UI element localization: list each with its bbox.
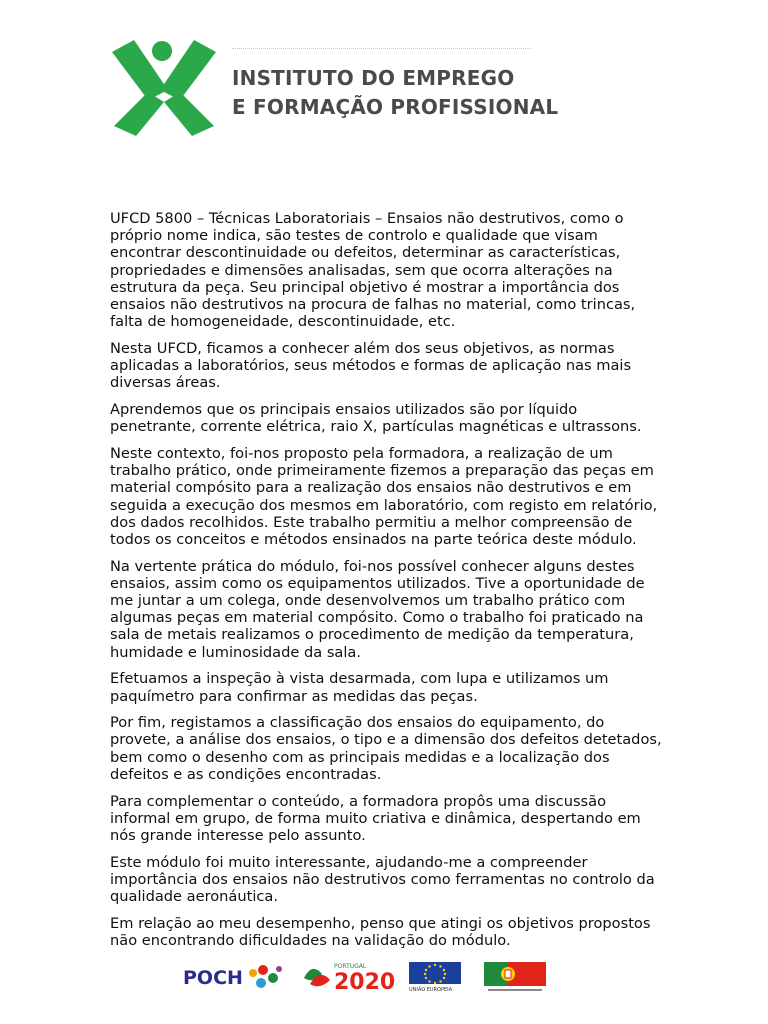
institution-name-line1: INSTITUTO DO EMPREGO <box>232 66 515 90</box>
paragraph: UFCD 5800 – Técnicas Laboratoriais – Ensaios não destrutivos, como o próprio nome indica, são testes de controlo e qualidade que visam encontrar descontinuidade ou defeitos, determinar as características, propriedades e dimensões analisadas, sem que ocorra alterações na estrutura da peça. Seu principal objetivo é mostrar a importância dos ensaios não destrutivos na procura de falhas no material, como trincas, falta de homogeneidade, descontinuidade, etc. <box>110 210 636 331</box>
portugal-government-logo-icon <box>484 960 546 994</box>
institution-name <box>232 64 558 122</box>
poch-logo-icon <box>183 960 287 992</box>
portugal-2020-logo-icon <box>300 958 398 992</box>
iefp-logo-icon <box>108 38 220 138</box>
paragraph: Este módulo foi muito interessante, ajudando-me a compreender importância dos ensaios não destrutivos como ferramentas no controlo da qualidade aeronáutica. <box>110 853 655 906</box>
paragraph: Em relação ao meu desempenho, penso que atingi os objetivos propostos não encontrando dificuldades na validação do módulo. <box>110 914 651 950</box>
logo-tagline-dots <box>232 48 532 55</box>
paragraph: Efetuamos a inspeção à vista desarmada, com lupa e utilizamos um paquímetro para confirmar as medidas das peças. <box>110 670 609 705</box>
funding-logos-footer <box>0 956 768 996</box>
paragraph: Neste contexto, foi-nos proposto pela formadora, a realização de um trabalho prático, onde primeiramente fizemos a preparação das peças em material compósito para a realização dos ensaios não destrutivos e em seguida a execução dos mesmos em laboratório, com registo em relatório, dos dados recolhidos. Este trabalho permitiu a melhor compreensão de todos os conceitos e métodos ensinados na parte teórica deste módulo. <box>110 444 658 548</box>
paragraph: Na vertente prática do módulo, foi-nos possível conhecer alguns destes ensaios, assim como os equipamentos utilizados. Tive a oportunidade de me juntar a um colega, onde desenvolvemos um trabalho prático com algumas peças em material compósito. Como o trabalho foi praticado na sala de metais realizamos o procedimento de medição da temperatura, humidade e luminosidade da sala. <box>110 557 645 661</box>
page-header <box>108 38 559 138</box>
portugal-label: PORTUGAL <box>334 963 367 970</box>
eu-flag-icon <box>407 960 463 994</box>
document-body <box>110 210 662 959</box>
paragraph: Nesta UFCD, ficamos a conhecer além dos seus objetivos, as normas aplicadas a laboratórios, seus métodos e formas de aplicação nas mais diversas áreas. <box>110 339 632 392</box>
poch-logo-text: POCH <box>183 967 243 989</box>
year-2020-label: 2020 <box>334 970 396 992</box>
institution-name-line2: E FORMAÇÃO PROFISSIONAL <box>232 95 559 119</box>
paragraph: Aprendemos que os principais ensaios utilizados são por líquido penetrante, corrente elétrica, raio X, partículas magnéticas e ultrassons. <box>110 401 642 436</box>
paragraph: Para complementar o conteúdo, a formadora propôs uma discussão informal em grupo, de forma muito criativa e dinâmica, despertando em nós grande interesse pelo assunto. <box>110 792 641 844</box>
paragraph: Por fim, registamos a classificação dos ensaios do equipamento, do provete, a análise dos ensaios, o tipo e a dimensão dos defeitos detetados, bem como o desenho com as principais medidas e a localização dos defeitos e as condições encontradas. <box>110 714 662 783</box>
eu-label: UNIÃO EUROPEIA <box>409 987 453 993</box>
